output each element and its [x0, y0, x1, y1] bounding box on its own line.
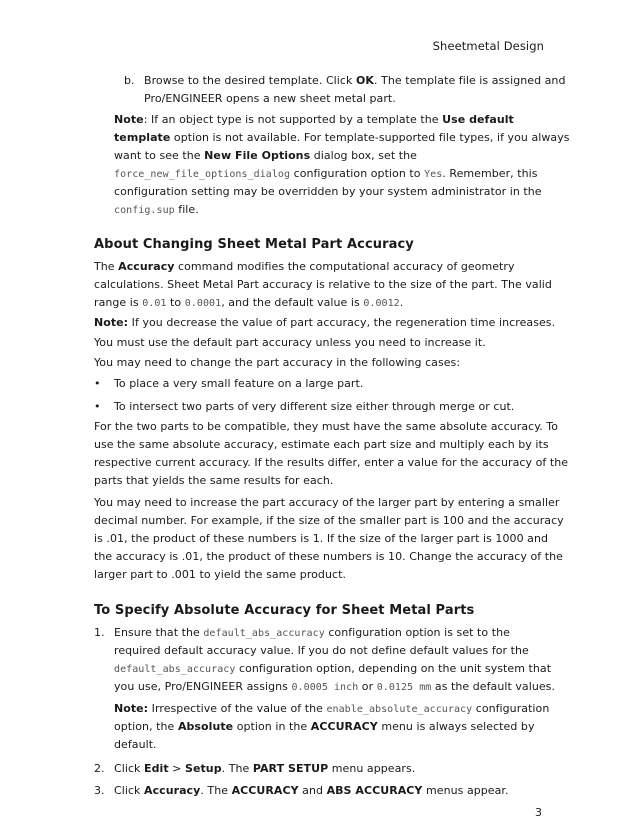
- step-3-number: 3.: [94, 784, 105, 797]
- step-1-note-line-3: default.: [114, 738, 157, 751]
- section-heading-absolute-accuracy: To Specify Absolute Accuracy for Sheet Metal Parts: [94, 603, 475, 618]
- section-1-p2: You must use the default part accuracy unless you need to increase it.: [94, 336, 486, 349]
- section-1-p4-line-2: use the same absolute accuracy, estimate each part size and multiply each by its: [94, 438, 549, 451]
- section-1-p5-line-2: decimal number. For example, if the size of the smaller part is 100 and the accuracy: [94, 514, 564, 527]
- step-1-line-2: required default accuracy value. If you do not define default values for the: [114, 644, 529, 657]
- note-1-line-5: configuration setting may be overridden by your system administrator in the: [114, 185, 542, 198]
- step-2-text: Click Edit > Setup. The PART SETUP menu appears.: [114, 762, 416, 775]
- step-1-line-3: default_abs_accuracy configuration option, depending on the unit system that: [114, 662, 552, 675]
- note-1-line-2: template option is not available. For template-supported file types, if you always: [114, 131, 570, 144]
- section-1-p5-line-1: You may need to increase the part accuracy of the larger part by entering a smaller: [94, 496, 560, 509]
- step-1-note-line-1: Note: Irrespective of the value of the enable_absolute_accuracy configuration: [114, 702, 550, 715]
- step-b-line-2: Pro/ENGINEER opens a new sheet metal part.: [144, 92, 396, 105]
- note-1-line-4: force_new_file_options_dialog configuration option to Yes. Remember, this: [114, 167, 538, 180]
- note-1-line-1: Note: If an object type is not supported by a template the Use default: [114, 113, 514, 126]
- section-1-p5-line-3: is .01, the product of these numbers is 1. If the size of the larger part is 1000 and: [94, 532, 549, 545]
- section-1-p4-line-4: parts that yields the same results for each.: [94, 474, 334, 487]
- section-1-p1-line-2: calculations. Sheet Metal Part accuracy is relative to the size of the part. The valid: [94, 278, 552, 291]
- running-header: Sheetmetal Design: [432, 39, 544, 53]
- section-1-note: Note: If you decrease the value of part accuracy, the regeneration time increases.: [94, 316, 556, 329]
- bullet-marker: •: [94, 377, 101, 390]
- step-1-number: 1.: [94, 626, 105, 639]
- note-1-line-6: config.sup file.: [114, 203, 199, 216]
- step-3-text: Click Accuracy. The ACCURACY and ABS ACCURACY menus appear.: [114, 784, 509, 797]
- step-1-note-line-2: option, the Absolute option in the ACCURACY menu is always selected by: [114, 720, 535, 733]
- section-1-p4-line-1: For the two parts to be compatible, they must have the same absolute accuracy. To: [94, 420, 558, 433]
- note-1-line-3: want to see the New File Options dialog box, set the: [114, 149, 417, 162]
- step-1-line-1: Ensure that the default_abs_accuracy configuration option is set to the: [114, 626, 510, 639]
- step-2-number: 2.: [94, 762, 105, 775]
- section-1-p5-line-5: larger part to .001 to yield the same product.: [94, 568, 346, 581]
- page-number: 3: [535, 806, 542, 819]
- step-1-line-4: you use, Pro/ENGINEER assigns 0.0005 inch or 0.0125 mm as the default values.: [114, 680, 555, 693]
- bullet-item-2: To intersect two parts of very different size either through merge or cut.: [114, 400, 515, 413]
- section-1-p4-line-3: respective current accuracy. If the results differ, enter a value for the accuracy of the: [94, 456, 569, 469]
- bullet-marker: •: [94, 400, 101, 413]
- section-1-p5-line-4: the accuracy is .01, the product of these numbers is 10. Change the accuracy of the: [94, 550, 563, 563]
- section-1-p1-line-3: range is 0.01 to 0.0001, and the default value is 0.0012.: [94, 296, 404, 309]
- section-1-p3: You may need to change the part accuracy in the following cases:: [94, 356, 461, 369]
- section-1-p1-line-1: The Accuracy command modifies the computational accuracy of geometry: [94, 260, 515, 273]
- section-heading-accuracy: About Changing Sheet Metal Part Accuracy: [94, 237, 414, 252]
- step-b-marker: b.: [124, 74, 135, 87]
- bullet-item-1: To place a very small feature on a large part.: [114, 377, 364, 390]
- step-b-line-1: Browse to the desired template. Click OK. The template file is assigned and: [144, 74, 566, 87]
